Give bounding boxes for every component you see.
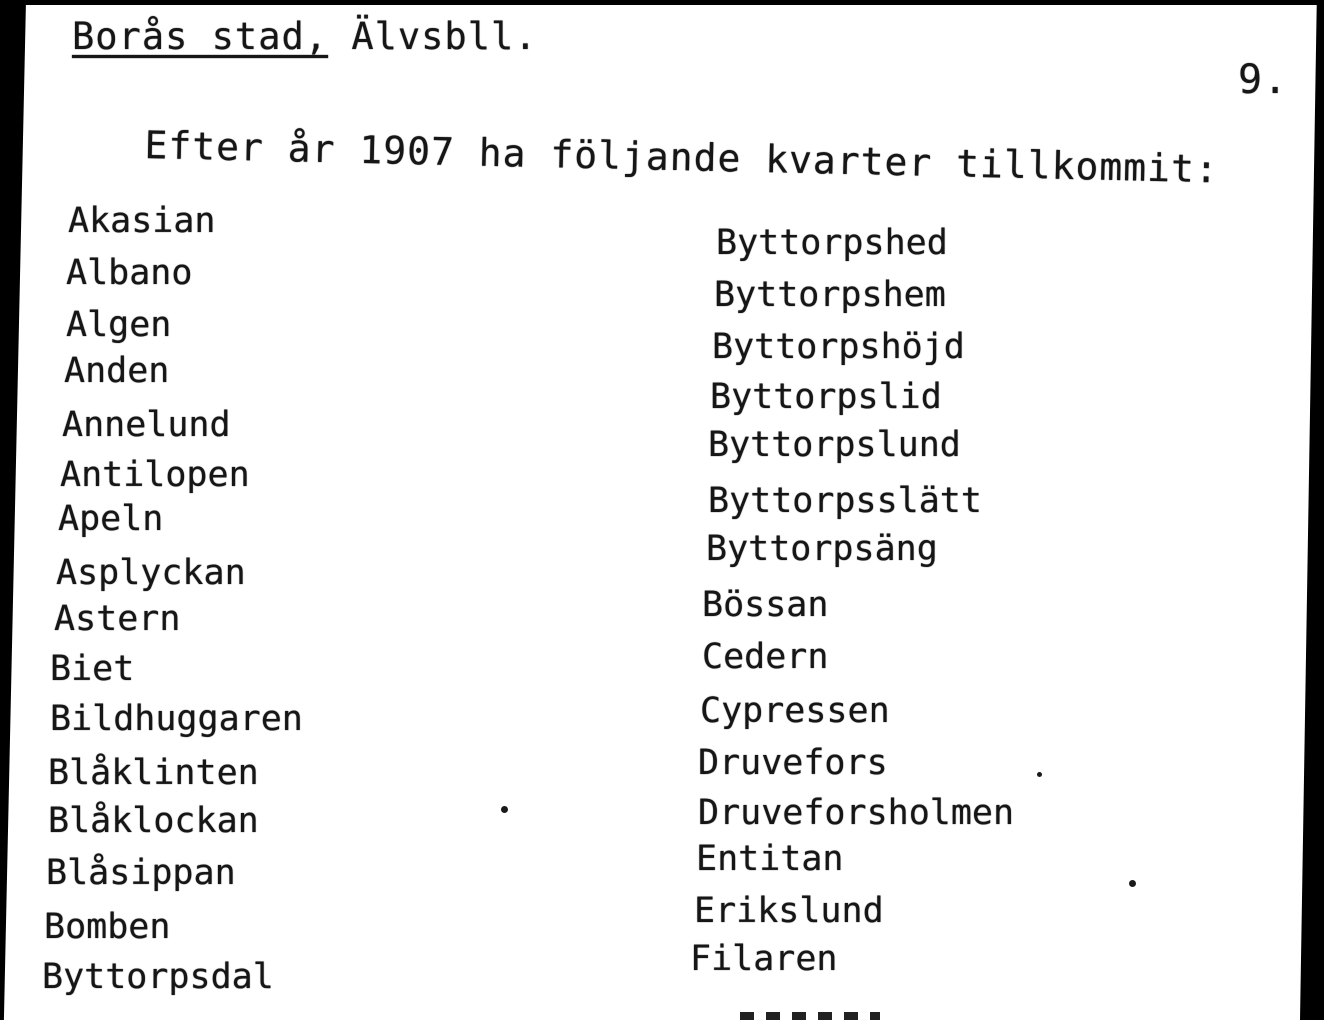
list-item: Druveforsholmen: [698, 793, 1015, 833]
list-item: Bildhuggaren: [50, 699, 303, 739]
ink-speck: [1129, 880, 1136, 887]
list-item: Blåsippan: [46, 853, 236, 893]
scan-edge-top: [0, 0, 1324, 5]
list-item: Byttorpshöjd: [712, 327, 965, 367]
list-item: Bössan: [702, 585, 829, 625]
list-item: Antilopen: [60, 455, 250, 495]
list-item: Anden: [64, 351, 170, 391]
list-item: Akasian: [68, 201, 216, 241]
list-item: Cypressen: [700, 691, 890, 731]
list-item: Druvefors: [698, 743, 888, 783]
list-item: Cedern: [702, 637, 829, 677]
list-item: Astern: [54, 599, 181, 639]
list-item: Asplyckan: [56, 553, 246, 593]
list-item: Algen: [66, 305, 172, 345]
document-heading: [72, 15, 538, 58]
scan-edge-left: [0, 0, 26, 1020]
list-item: Biet: [50, 649, 135, 689]
list-item: Byttorpshed: [716, 223, 948, 263]
list-item: Byttorpshem: [714, 275, 946, 315]
list-item: Filaren: [690, 939, 838, 979]
list-item: Byttorpsdal: [42, 957, 274, 997]
page-number: 9.: [1238, 57, 1289, 103]
list-item: Annelund: [62, 405, 231, 445]
ink-speck: [1037, 772, 1042, 777]
list-item: Byttorpsäng: [706, 529, 938, 569]
list-item: Blåklockan: [48, 801, 259, 841]
list-item: Byttorpsslätt: [708, 481, 982, 521]
list-item: Apeln: [58, 499, 164, 539]
heading-city: Borås stad,: [72, 15, 329, 58]
heading-county: Älvsbll.: [351, 15, 538, 58]
cut-off-text-fragment: [740, 1012, 880, 1020]
list-item: Blåklinten: [48, 753, 259, 793]
ink-speck: [501, 806, 508, 813]
scan-edge-right: [1300, 0, 1324, 1020]
list-item: Byttorpslid: [710, 377, 942, 417]
list-item: Albano: [66, 253, 193, 293]
intro-line: Efter år 1907 ha följande kvarter tillkommit:: [144, 123, 1220, 192]
list-item: Bomben: [44, 907, 171, 947]
list-item: Byttorpslund: [708, 425, 961, 465]
list-item: Erikslund: [694, 891, 884, 931]
list-item: Entitan: [696, 839, 844, 879]
